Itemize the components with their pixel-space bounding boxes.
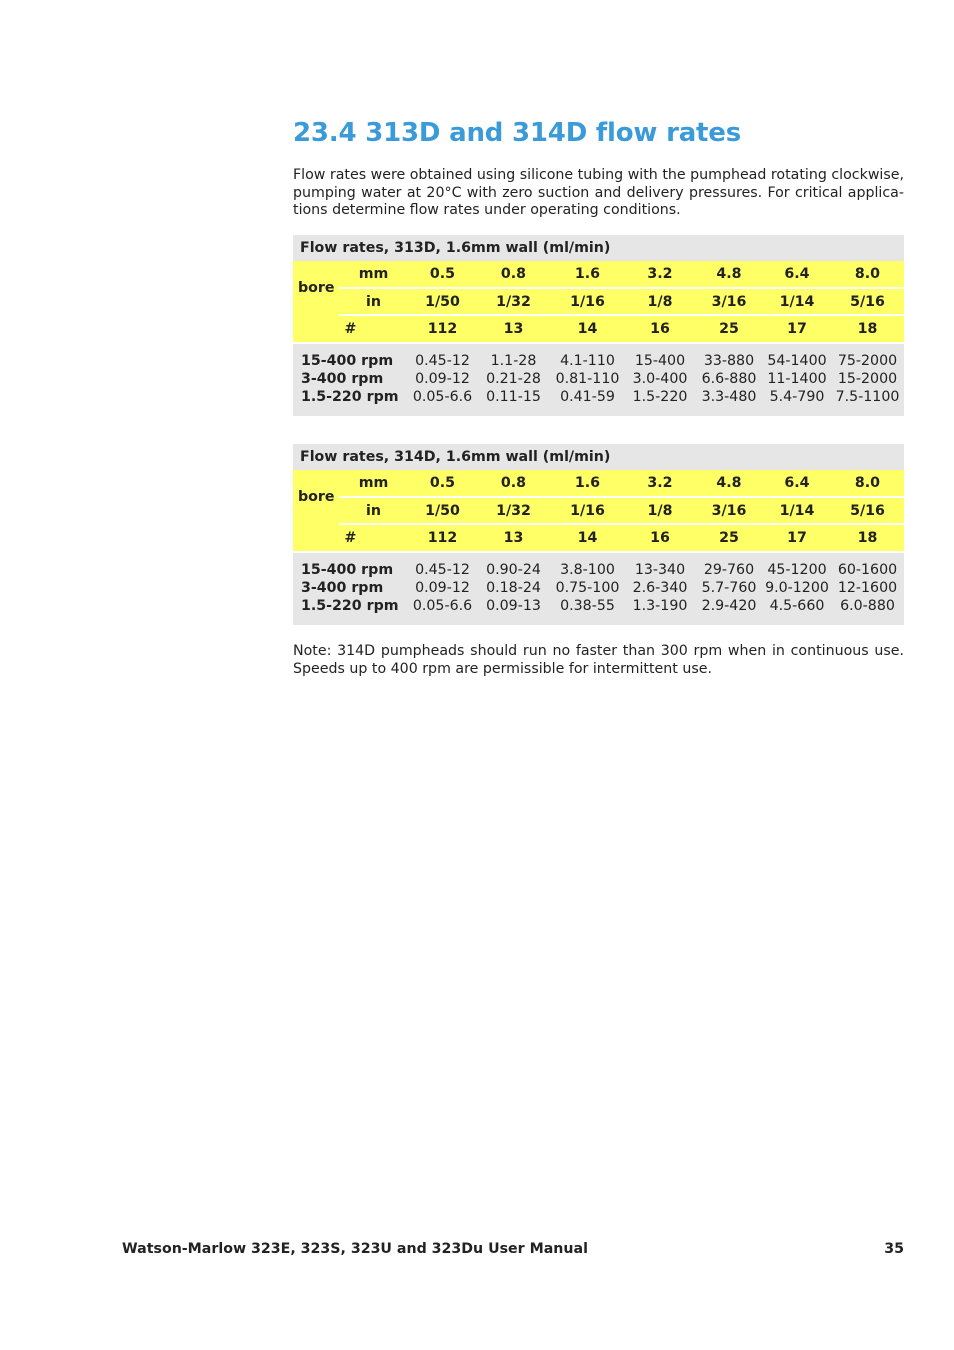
tube-number-value: 112: [408, 524, 477, 551]
tube-number-value: 16: [625, 524, 695, 551]
flow-rate-value: 1.3-190: [625, 597, 695, 625]
flow-rate-value: 6.6-880: [695, 370, 763, 388]
flow-rate-value: 0.38-55: [550, 597, 625, 625]
flow-rate-value: 0.41-59: [550, 388, 625, 416]
table-caption: Flow rates, 314D, 1.6mm wall (ml/min): [293, 444, 904, 470]
bore-mm-value: 8.0: [831, 470, 904, 497]
flow-rate-value: 1.1-28: [477, 344, 550, 370]
tube-number-value: 13: [477, 524, 550, 551]
flow-rate-value: 0.11-15: [477, 388, 550, 416]
flow-rate-table-314d: [293, 444, 904, 625]
tube-number-value: 16: [625, 315, 695, 342]
flow-rate-value: 5.4-790: [763, 388, 831, 416]
flow-rate-value: 0.18-24: [477, 579, 550, 597]
bore-mm-value: 4.8: [695, 470, 763, 497]
speed-range-label: 15-400 rpm: [293, 553, 408, 579]
flow-rate-value: 5.7-760: [695, 579, 763, 597]
bore-mm-value: 8.0: [831, 261, 904, 288]
flow-rate-value: 0.45-12: [408, 344, 477, 370]
flow-rate-value: 0.75-100: [550, 579, 625, 597]
speed-range-label: 15-400 rpm: [293, 344, 408, 370]
tube-number-value: 17: [763, 524, 831, 551]
flow-rate-value: 15-400: [625, 344, 695, 370]
note-paragraph: Note: 314D pumpheads should run no faster than 300 rpm when in continuous use. Speeds up to 400 rpm are permissible for intermittent use.: [293, 643, 904, 677]
bore-mm-value: 1.6: [550, 261, 625, 288]
intro-paragraph: Flow rates were obtained using silicone tubing with the pumphead rotating clockwise, pumping water at 20°C with zero suction and delivery pressures. For critical applica-tions determine flow rates under operating conditions.: [293, 167, 904, 218]
in-label: in: [339, 497, 408, 524]
flow-rate-value: 12-1600: [831, 579, 904, 597]
bore-mm-value: 6.4: [763, 261, 831, 288]
tube-number-value: 18: [831, 315, 904, 342]
flow-rate-value: 9.0-1200: [763, 579, 831, 597]
table-row: [293, 553, 904, 579]
flow-rate-value: 0.05-6.6: [408, 597, 477, 625]
bore-mm-value: 1.6: [550, 470, 625, 497]
bore-in-value: 1/32: [477, 288, 550, 315]
flow-rate-value: 4.5-660: [763, 597, 831, 625]
tube-number-value: 25: [695, 524, 763, 551]
section-title: 23.4 313D and 314D flow rates: [293, 118, 741, 148]
bore-in-value: 1/16: [550, 497, 625, 524]
bore-in-value: 5/16: [831, 497, 904, 524]
flow-rate-value: 0.45-12: [408, 553, 477, 579]
flow-rate-value: 3.3-480: [695, 388, 763, 416]
bore-in-value: 1/8: [625, 497, 695, 524]
flow-rate-value: 3.0-400: [625, 370, 695, 388]
speed-range-label: 3-400 rpm: [293, 370, 408, 388]
bore-in-value: 1/14: [763, 497, 831, 524]
bore-in-value: 1/16: [550, 288, 625, 315]
in-label: in: [339, 288, 408, 315]
table-row: [293, 597, 904, 625]
speed-range-label: 1.5-220 rpm: [293, 388, 408, 416]
speed-range-label: 1.5-220 rpm: [293, 597, 408, 625]
tube-number-value: 17: [763, 315, 831, 342]
table-row: [293, 344, 904, 370]
bore-label: bore: [293, 261, 339, 315]
bore-in-value: 1/50: [408, 497, 477, 524]
tube-number-value: 13: [477, 315, 550, 342]
bore-mm-value: 0.8: [477, 470, 550, 497]
flow-rate-value: 0.09-12: [408, 579, 477, 597]
flow-rate-value: 29-760: [695, 553, 763, 579]
bore-in-value: 3/16: [695, 288, 763, 315]
flow-rate-value: 75-2000: [831, 344, 904, 370]
flow-rate-value: 15-2000: [831, 370, 904, 388]
flow-rate-value: 0.09-12: [408, 370, 477, 388]
flow-rate-value: 0.90-24: [477, 553, 550, 579]
flow-rate-value: 0.21-28: [477, 370, 550, 388]
bore-in-value: 1/32: [477, 497, 550, 524]
flow-rate-value: 33-880: [695, 344, 763, 370]
flow-rate-value: 2.9-420: [695, 597, 763, 625]
footer-page-number: 35: [884, 1241, 904, 1257]
flow-rate-value: 13-340: [625, 553, 695, 579]
flow-rate-value: 6.0-880: [831, 597, 904, 625]
tube-number-value: 112: [408, 315, 477, 342]
flow-rate-value: 11-1400: [763, 370, 831, 388]
flow-rate-value: 0.05-6.6: [408, 388, 477, 416]
speed-range-label: 3-400 rpm: [293, 579, 408, 597]
bore-in-value: 1/50: [408, 288, 477, 315]
flow-rate-value: 54-1400: [763, 344, 831, 370]
flow-rate-table-313d: [293, 235, 904, 416]
tube-number-value: 14: [550, 315, 625, 342]
bore-in-value: 3/16: [695, 497, 763, 524]
flow-rate-value: 60-1600: [831, 553, 904, 579]
mm-label: mm: [339, 261, 408, 288]
mm-label: mm: [339, 470, 408, 497]
page-footer: [122, 1241, 904, 1257]
bore-in-value: 5/16: [831, 288, 904, 315]
tube-number-value: 18: [831, 524, 904, 551]
flow-rate-value: 3.8-100: [550, 553, 625, 579]
table-row: [293, 370, 904, 388]
bore-mm-value: 0.5: [408, 261, 477, 288]
bore-mm-value: 3.2: [625, 470, 695, 497]
flow-rate-value: 0.09-13: [477, 597, 550, 625]
bore-mm-value: 6.4: [763, 470, 831, 497]
flow-rate-value: 2.6-340: [625, 579, 695, 597]
flow-rate-value: 1.5-220: [625, 388, 695, 416]
bore-mm-value: 0.5: [408, 470, 477, 497]
footer-manual-title: Watson-Marlow 323E, 323S, 323U and 323Du User Manual: [122, 1241, 588, 1257]
bore-mm-value: 0.8: [477, 261, 550, 288]
tube-number-value: 25: [695, 315, 763, 342]
flow-rate-value: 45-1200: [763, 553, 831, 579]
table-row: [293, 579, 904, 597]
tube-number-label: #: [293, 315, 408, 342]
bore-mm-value: 3.2: [625, 261, 695, 288]
table-caption: Flow rates, 313D, 1.6mm wall (ml/min): [293, 235, 904, 261]
tube-number-value: 14: [550, 524, 625, 551]
bore-in-value: 1/14: [763, 288, 831, 315]
flow-rate-value: 7.5-1100: [831, 388, 904, 416]
bore-mm-value: 4.8: [695, 261, 763, 288]
table-row: [293, 388, 904, 416]
tube-number-label: #: [293, 524, 408, 551]
bore-label: bore: [293, 470, 339, 524]
flow-rate-value: 0.81-110: [550, 370, 625, 388]
bore-in-value: 1/8: [625, 288, 695, 315]
flow-rate-value: 4.1-110: [550, 344, 625, 370]
